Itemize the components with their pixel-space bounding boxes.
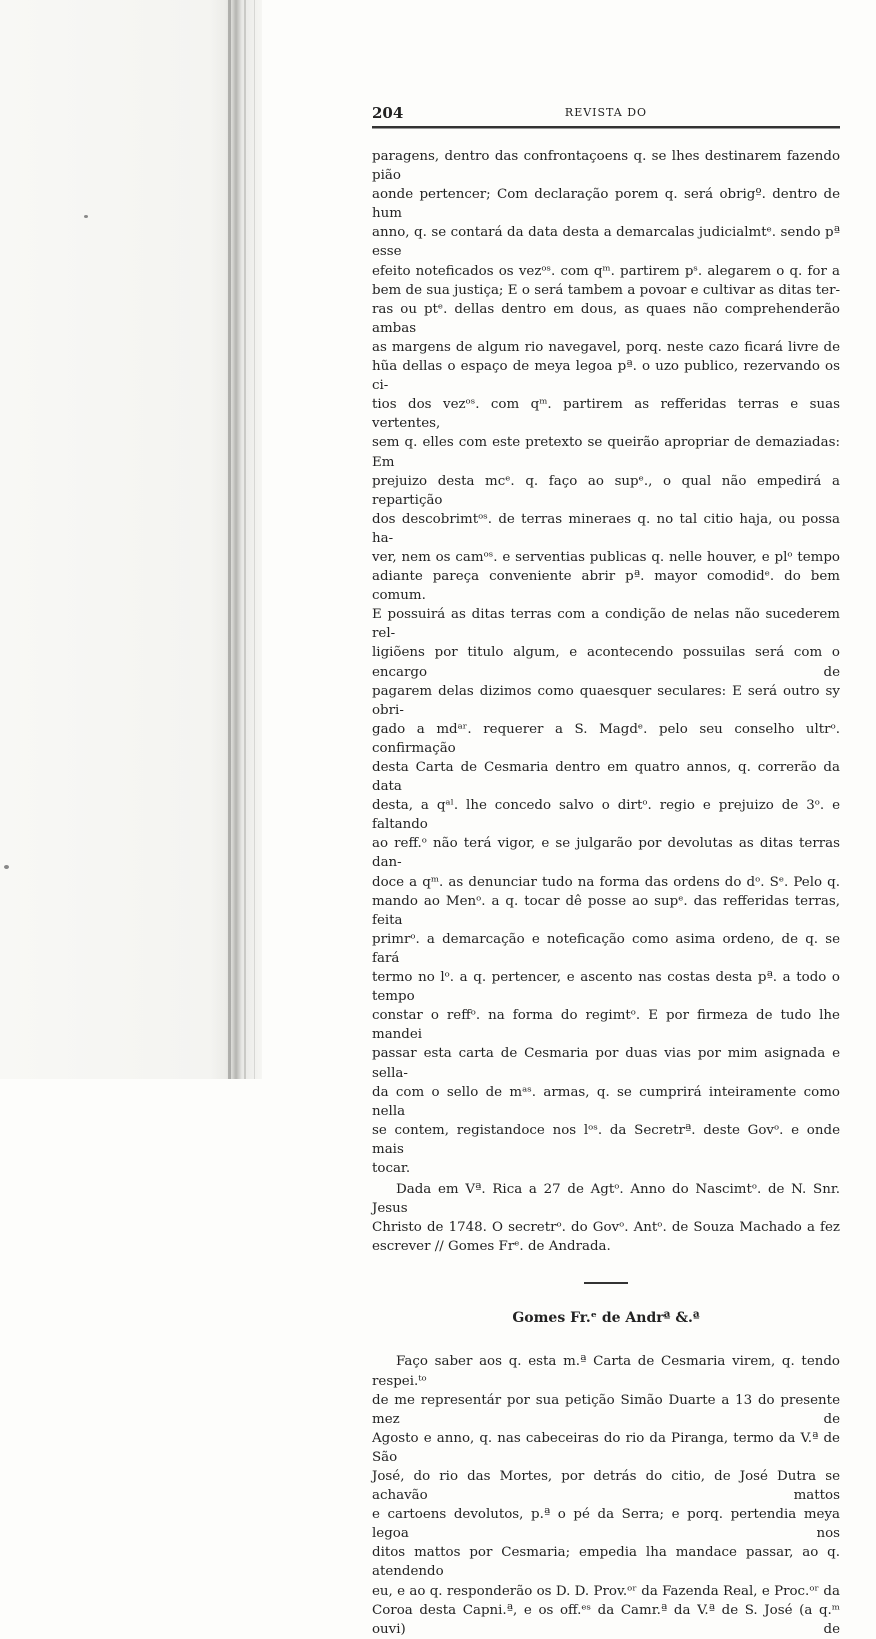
text-line: E possuirá as ditas terras com a condição de nelas não sucederem rel-: [372, 607, 840, 642]
text-line: tocar.: [372, 1160, 411, 1176]
page-header: [372, 104, 840, 124]
text-line: ditos mattos por Cesmaria; empedia lha mandace passar, ao q. atendendo: [372, 1545, 840, 1580]
date-paragraph: [372, 1180, 840, 1256]
page-number: 204: [372, 104, 404, 122]
text-line: José, do rio das Mortes, por detrás do citio, de José Dutra se achavão mattos: [372, 1469, 840, 1504]
gutter-line: [228, 0, 231, 1079]
text-line: sem q. elles com este pretexto se queirão apropriar de demaziadas: Em: [372, 435, 840, 470]
text-line: hũa dellas o espaço de meya legoa pª. o uzo publico, rezervando os ci-: [372, 359, 840, 394]
text-line: se contem, registandoce nos lᵒˢ. da Secretrª. deste Govᵒ. e onde mais: [372, 1122, 840, 1157]
text-line: desta, a qᵃˡ. lhe concedo salvo o dirtᵒ. regio e prejuizo de 3ᵒ. e faltando: [372, 798, 840, 833]
text-line: Christo de 1748. O secretrᵒ. do Govᵒ. Antᵒ. de Souza Machado a fez: [372, 1220, 840, 1236]
text-line: constar o reffᵒ. na forma do regimtᵒ. E por firmeza de tudo lhe mandei: [372, 1008, 840, 1043]
paragraph: [372, 147, 840, 1178]
header-rule: [372, 126, 840, 129]
text-line: de me representár por sua petição Simão Duarte a 13 do presente mez de: [372, 1392, 840, 1427]
body-text: [372, 147, 840, 1256]
text-line: passar esta carta de Cesmaria por duas vias por mim asignada e sella-: [372, 1046, 840, 1081]
text-line: gado a mdᵃʳ. requerer a S. Magdᵉ. pelo seu conselho ultrᵒ. confirmação: [372, 721, 840, 756]
text-line: ver, nem os camᵒˢ. e serventias publicas q. nelle houver, e plᵒ tempo: [372, 549, 840, 565]
text-line: Agosto e anno, q. nas cabeceiras do rio da Piranga, termo da V.ª de São: [372, 1430, 840, 1465]
text-line: tios dos vezᵒˢ. com qᵐ. partirem as refferidas terras e suas vertentes,: [372, 397, 840, 432]
text-line: adiante pareça conveniente abrir pª. mayor comodidᵉ. do bem comum.: [372, 569, 840, 604]
text-line: ras ou ptᵉ. dellas dentro em dous, as quaes não comprehenderão ambas: [372, 301, 840, 336]
text-line: mando ao Menᵒ. a q. tocar dê posse ao supᵉ. das refferidas terras, feita: [372, 893, 840, 928]
text-line: dos descobrimtᵒˢ. de terras mineraes q. no tal citio haja, ou possa ha-: [372, 511, 840, 546]
text-line: efeito noteficados os vezᵒˢ. com qᵐ. partirem pˢ. alegarem o q. for a: [372, 263, 840, 279]
text-line: termo no lᵒ. a q. pertencer, e ascento nas costas desta pª. a todo o tempo: [372, 970, 840, 1005]
text-line: anno, q. se contará da data desta a demarcalas judicialmtᵉ. sendo pª esse: [372, 225, 840, 260]
signature-heading: Gomes Fr.ᵉ de Andrª &.ª: [512, 1310, 700, 1327]
text-line: pagarem delas dizimos como quaesquer seculares: E será outro sy obri-: [372, 683, 840, 718]
running-head: REVISTA DO: [564, 106, 648, 119]
text-line: desta Carta de Cesmaria dentro em quatro annos, q. correrão da data: [372, 760, 840, 795]
second-document-text: [372, 1352, 840, 1638]
text-line: doce a qᵐ. as denunciar tudo na forma das ordens do dᵒ. Sᵉ. Pelo q.: [372, 874, 840, 890]
text-line: ao reff.ᵒ não terá vigor, e se julgarão por devolutas as ditas terras dan-: [372, 836, 840, 871]
text-line: Faço saber aos q. esta m.ª Carta de Cesmaria virem, q. tendo respei.ᵗᵒ: [372, 1354, 840, 1389]
document-page: [372, 104, 840, 1639]
text-line: ligiõens por titulo algum, e acontecendo possuilas será com o encargo de: [372, 645, 840, 680]
text-line: paragens, dentro das confrontaçoens q. se lhes destinarem fazendo pião: [372, 149, 840, 184]
gutter-line: [254, 0, 255, 1079]
text-line: e cartoens devolutos, p.ª o pé da Serra; e porq. pertendia meya legoa nos: [372, 1507, 840, 1542]
gutter-line: [244, 0, 246, 1079]
text-line: prejuizo desta mcᵉ. q. faço ao supᵉ., o qual não empedirá a repartição: [372, 473, 840, 508]
text-line: bem de sua justiça; E o será tambem a povoar e cultivar as ditas ter-: [372, 282, 840, 298]
text-line: escrever // Gomes Frᵉ. de Andrada.: [372, 1239, 611, 1255]
text-line: as margens de algum rio navegavel, porq. neste cazo ficará livre de: [372, 339, 840, 355]
text-line: eu, e ao q. responderão os D. D. Prov.ᵒʳ da Fazenda Real, e Proc.ᵒʳ da: [372, 1583, 840, 1599]
text-line: aonde pertencer; Com declaração porem q. será obrigº. dentro de hum: [372, 187, 840, 222]
text-line: Dada em Vª. Rica a 27 de Agtᵒ. Anno do Nascimtᵒ. de N. Snr. Jesus: [372, 1182, 840, 1217]
text-line: primrᵒ. a demarcação e noteficação como asima ordeno, de q. se fará: [372, 931, 840, 966]
speck-mark: [84, 215, 88, 218]
text-line: da com o sello de mᵃˢ. armas, q. se cumprirá inteiramente como nella: [372, 1084, 840, 1119]
text-line: Coroa desta Capni.ª, e os off.ᵉˢ da Camr.ª da V.ª de S. José (a q.ᵐ ouvi) de: [372, 1602, 840, 1637]
book-binding-gutter: [0, 0, 262, 1079]
section-separator: [584, 1282, 628, 1284]
speck-mark: [4, 865, 9, 869]
